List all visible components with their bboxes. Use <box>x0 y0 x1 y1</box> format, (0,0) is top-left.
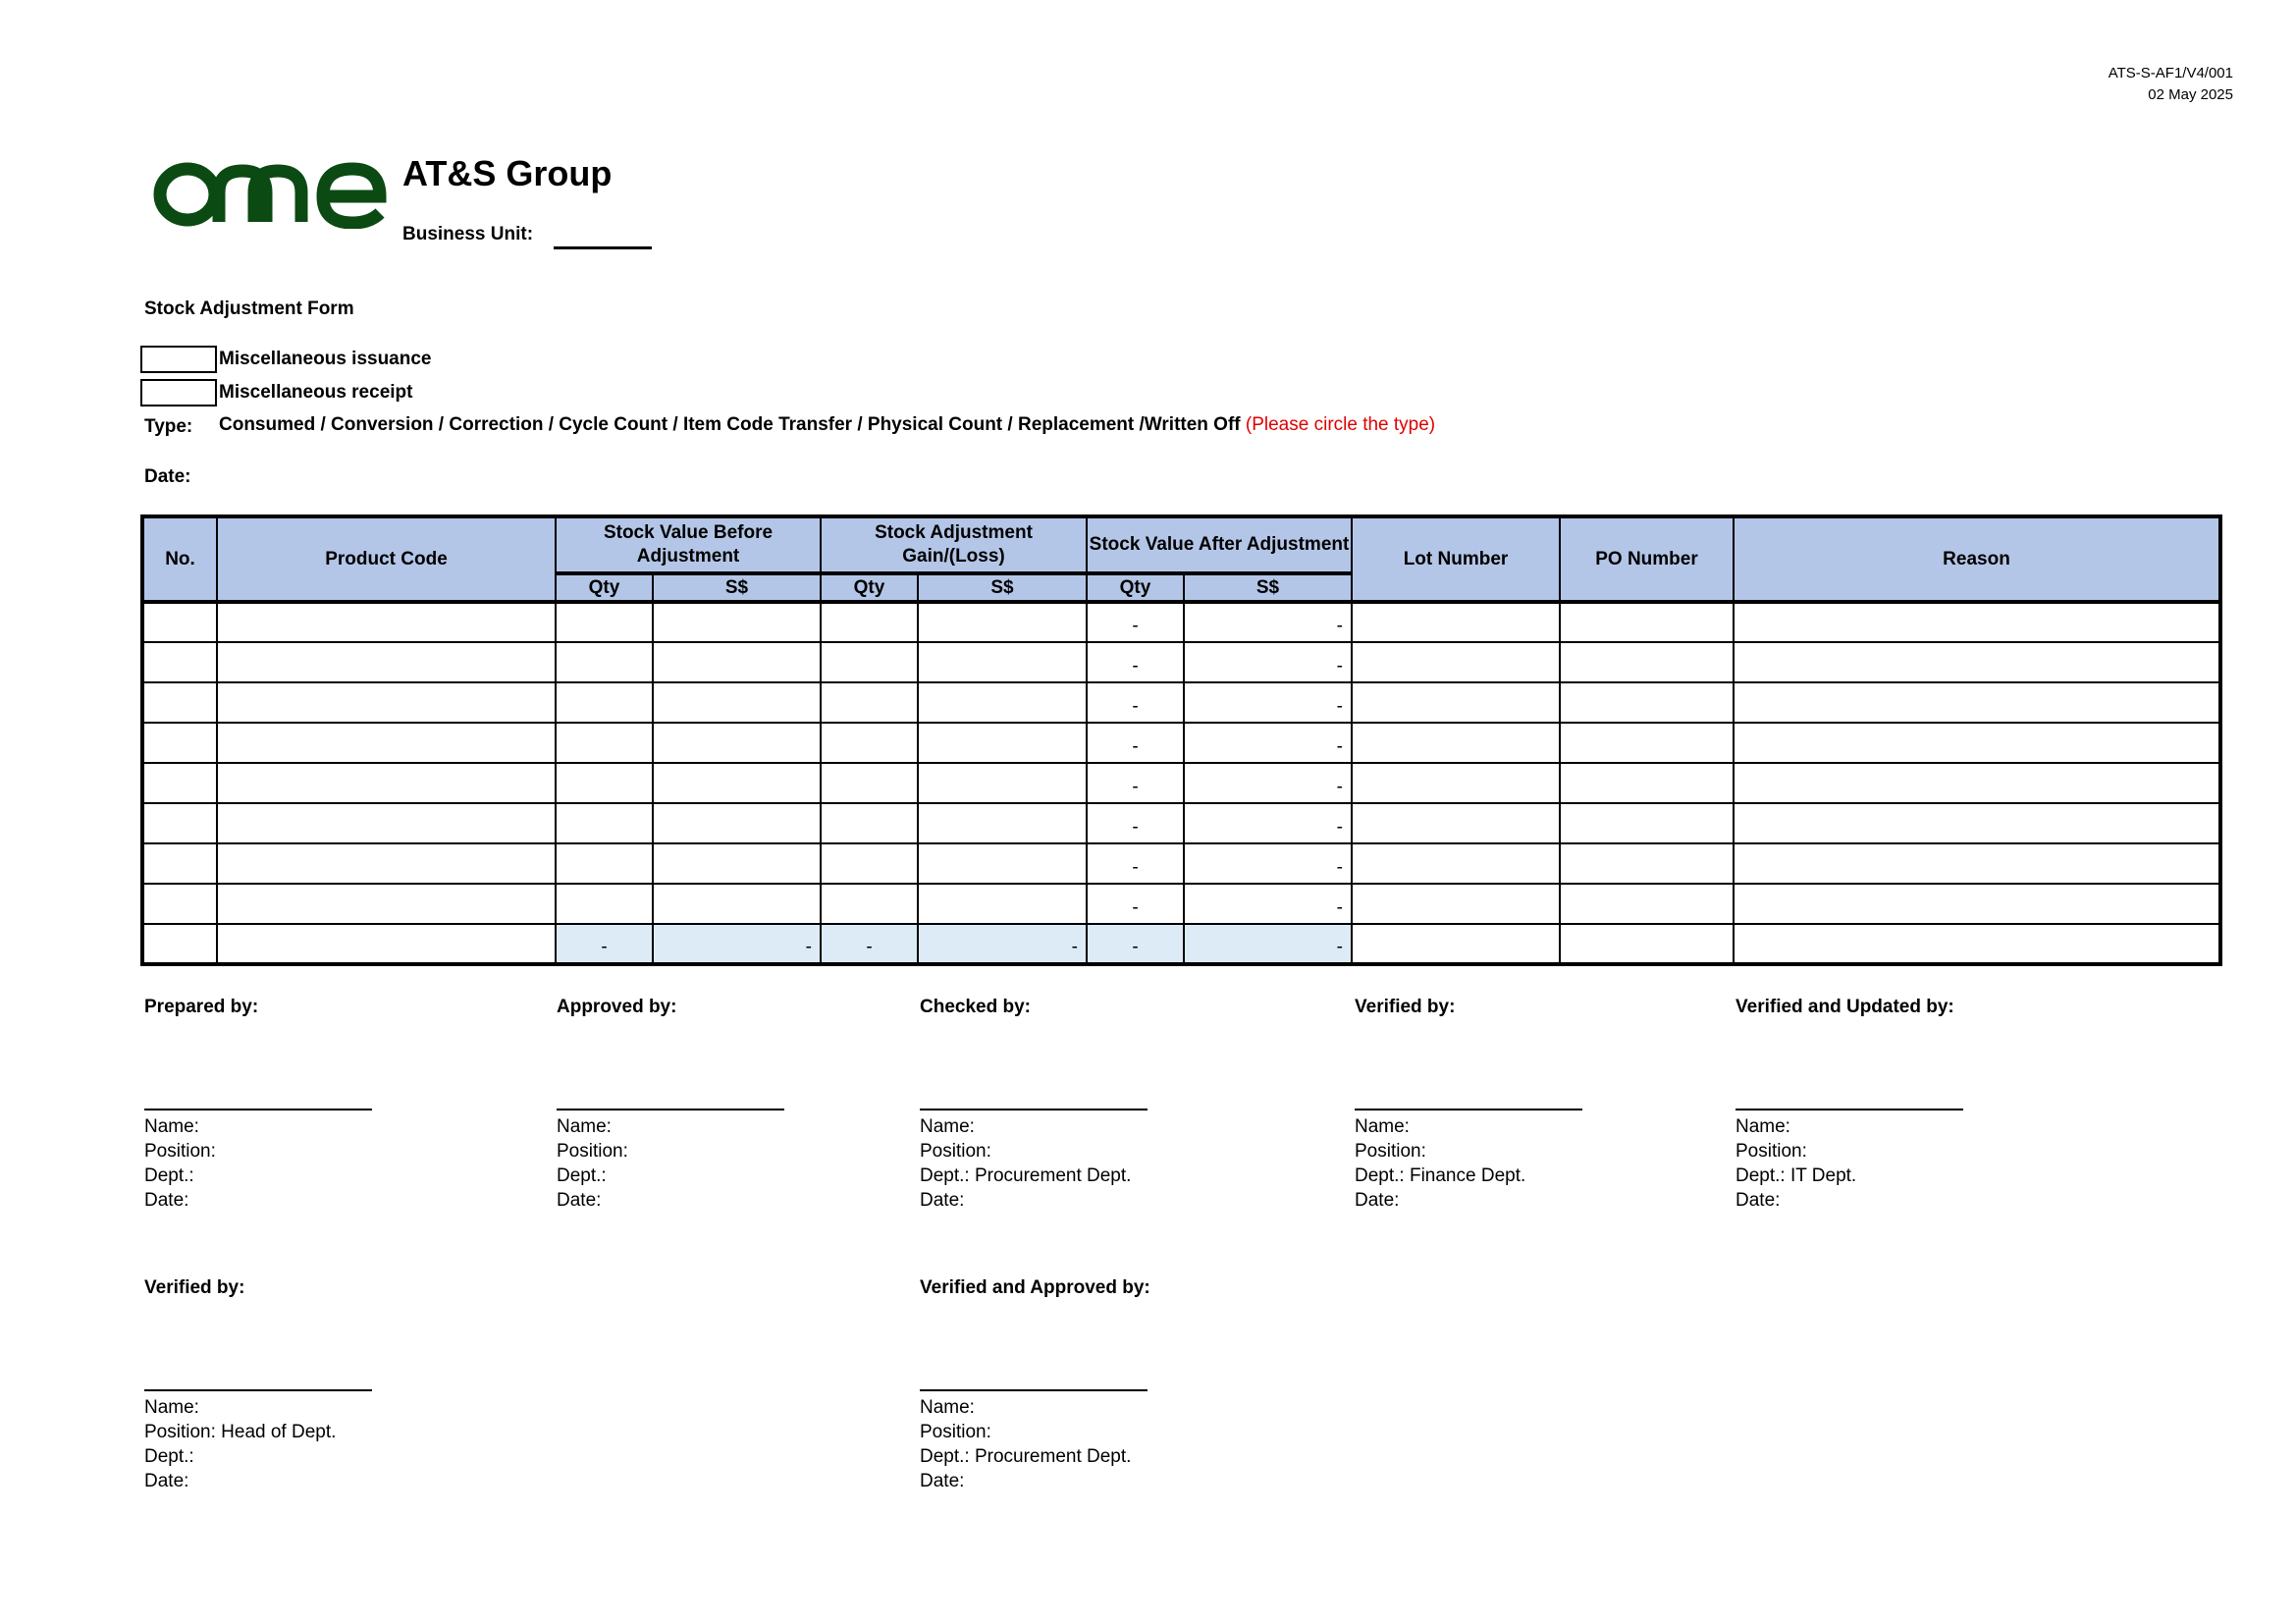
table-cell[interactable] <box>821 602 918 642</box>
table-cell[interactable] <box>653 884 821 924</box>
signature-position: Position: <box>144 1141 216 1162</box>
type-options[interactable] <box>219 414 1435 436</box>
table-cell[interactable] <box>142 884 217 924</box>
table-cell[interactable] <box>821 803 918 843</box>
signature-date: Date: <box>920 1190 965 1211</box>
dash-value: - <box>1132 857 1139 878</box>
signature-position: Position: <box>920 1422 991 1442</box>
table-cell[interactable] <box>918 642 1087 682</box>
signature-position: Position: <box>1355 1141 1426 1162</box>
dash-value: - <box>1071 937 1078 957</box>
table-cell[interactable] <box>217 884 556 924</box>
table-cell[interactable] <box>918 723 1087 763</box>
signature-block <box>1735 995 1963 1213</box>
header-stock-after: Stock Value After Adjustment <box>1087 516 1352 573</box>
signature-dept: Dept.: <box>557 1165 607 1186</box>
signature-position: Position: Head of Dept. <box>144 1422 337 1442</box>
signature-line[interactable] <box>557 1109 784 1110</box>
signature-line[interactable] <box>920 1389 1148 1391</box>
table-cell[interactable] <box>821 884 918 924</box>
dash-value: - <box>1132 656 1139 677</box>
table-cell[interactable] <box>217 642 556 682</box>
table-cell[interactable] <box>821 843 918 884</box>
table-cell[interactable] <box>821 924 918 964</box>
signature-title: Verified and Updated by: <box>1735 997 1954 1017</box>
table-cell[interactable] <box>1352 924 1560 964</box>
misc-receipt-label: Miscellaneous receipt <box>219 382 413 403</box>
signature-date: Date: <box>144 1471 189 1491</box>
dash-value: - <box>805 937 812 957</box>
table-cell[interactable] <box>217 723 556 763</box>
signature-line[interactable] <box>144 1389 372 1391</box>
header-reason: Reason <box>1734 516 2220 602</box>
table-cell[interactable] <box>1184 884 1352 924</box>
stock-adjustment-table <box>140 514 2222 966</box>
table-cell[interactable] <box>1560 763 1734 803</box>
dash-value: - <box>1132 616 1139 636</box>
type-note: (Please circle the type) <box>1245 414 1436 435</box>
signature-line[interactable] <box>144 1109 372 1110</box>
table-cell[interactable] <box>1352 884 1560 924</box>
signature-date: Date: <box>1355 1190 1400 1211</box>
table-cell[interactable] <box>1352 723 1560 763</box>
table-cell[interactable] <box>1184 682 1352 723</box>
signature-dept: Dept.: <box>144 1446 194 1467</box>
header-qty: Qty <box>556 573 653 602</box>
table-cell[interactable] <box>1184 642 1352 682</box>
header-po-number: PO Number <box>1560 516 1734 602</box>
signature-dept: Dept.: Finance Dept. <box>1355 1165 1526 1186</box>
dash-value: - <box>1336 817 1343 838</box>
table-cell[interactable] <box>556 803 653 843</box>
signature-title: Prepared by: <box>144 997 259 1017</box>
header-qty: Qty <box>1087 573 1184 602</box>
table-cell[interactable] <box>217 843 556 884</box>
table-cell[interactable] <box>653 642 821 682</box>
table-cell[interactable] <box>821 642 918 682</box>
doc-date: 02 May 2025 <box>2148 86 2233 103</box>
signature-block <box>920 995 1148 1213</box>
signature-dept: Dept.: <box>144 1165 194 1186</box>
dash-value: - <box>1336 616 1343 636</box>
misc-issuance-label: Miscellaneous issuance <box>219 349 432 369</box>
table-cell[interactable] <box>918 924 1087 964</box>
table-cell[interactable] <box>1087 924 1184 964</box>
table-cell[interactable] <box>918 884 1087 924</box>
table-cell[interactable] <box>1734 803 2220 843</box>
table-cell[interactable] <box>1560 924 1734 964</box>
header-sgd: S$ <box>1184 573 1352 602</box>
signature-block <box>557 995 784 1213</box>
table-cell[interactable] <box>918 803 1087 843</box>
table-cell[interactable] <box>1352 803 1560 843</box>
table-cell[interactable] <box>142 723 217 763</box>
signature-date: Date: <box>557 1190 602 1211</box>
signature-name: Name: <box>144 1116 199 1137</box>
type-label: Type: <box>144 416 193 437</box>
misc-receipt-checkbox[interactable] <box>140 379 217 406</box>
table-cell[interactable] <box>217 682 556 723</box>
dash-value: - <box>1336 937 1343 957</box>
signature-title: Verified and Approved by: <box>920 1277 1150 1298</box>
dash-value: - <box>1132 817 1139 838</box>
business-unit-field[interactable] <box>554 245 652 249</box>
table-cell[interactable] <box>918 763 1087 803</box>
table-cell[interactable] <box>1087 763 1184 803</box>
signature-block <box>1355 995 1582 1213</box>
table-cell[interactable] <box>1734 682 2220 723</box>
type-values[interactable]: Consumed / Conversion / Correction / Cycle Count / Item Code Transfer / Physical Count / Replacement /Written Off <box>219 414 1241 435</box>
table-cell[interactable] <box>1352 602 1560 642</box>
table-cell[interactable] <box>1560 642 1734 682</box>
table-cell[interactable] <box>821 723 918 763</box>
table-cell[interactable] <box>1087 884 1184 924</box>
company-name: AT&S Group <box>402 153 613 193</box>
signature-line[interactable] <box>1355 1109 1582 1110</box>
table-cell[interactable] <box>217 602 556 642</box>
signature-name: Name: <box>144 1397 199 1418</box>
dash-value: - <box>1336 736 1343 757</box>
table-cell[interactable] <box>653 682 821 723</box>
table-cell[interactable] <box>1560 723 1734 763</box>
form-title: Stock Adjustment Form <box>144 298 354 319</box>
table-cell[interactable] <box>1734 924 2220 964</box>
dash-value: - <box>1336 656 1343 677</box>
table-cell[interactable] <box>142 843 217 884</box>
signature-dept: Dept.: Procurement Dept. <box>920 1165 1132 1186</box>
table-cell[interactable] <box>556 763 653 803</box>
table-cell[interactable] <box>1184 723 1352 763</box>
table-cell[interactable] <box>1734 642 2220 682</box>
table-cell[interactable] <box>142 602 217 642</box>
table-cell[interactable] <box>142 803 217 843</box>
table-cell[interactable] <box>142 924 217 964</box>
table-row <box>142 682 2220 723</box>
table-cell[interactable] <box>1734 884 2220 924</box>
table-cell[interactable] <box>653 763 821 803</box>
header-adjustment: Stock Adjustment Gain/(Loss) <box>821 516 1087 573</box>
table-cell[interactable] <box>142 763 217 803</box>
table-cell[interactable] <box>653 924 821 964</box>
dash-value: - <box>1336 857 1343 878</box>
dash-value: - <box>1336 696 1343 717</box>
table-cell[interactable] <box>918 843 1087 884</box>
signature-title: Verified by: <box>144 1277 245 1298</box>
table-cell[interactable] <box>217 803 556 843</box>
signature-date: Date: <box>920 1471 965 1491</box>
table-cell[interactable] <box>1352 843 1560 884</box>
table-cell[interactable] <box>142 642 217 682</box>
signature-line[interactable] <box>920 1109 1148 1110</box>
table-cell[interactable] <box>217 924 556 964</box>
doc-ref-code: ATS-S-AF1/V4/001 <box>2108 65 2233 81</box>
table-cell[interactable] <box>1560 602 1734 642</box>
table-cell[interactable] <box>1184 602 1352 642</box>
signature-position: Position: <box>557 1141 628 1162</box>
signature-dept: Dept.: IT Dept. <box>1735 1165 1857 1186</box>
header-sgd: S$ <box>918 573 1087 602</box>
signature-name: Name: <box>1735 1116 1790 1137</box>
signature-block <box>144 1275 372 1493</box>
table-cell[interactable] <box>142 682 217 723</box>
dash-value: - <box>1132 937 1139 957</box>
table-row <box>142 723 2220 763</box>
table-cell[interactable] <box>918 602 1087 642</box>
table-cell[interactable] <box>1352 642 1560 682</box>
table-cell[interactable] <box>1087 642 1184 682</box>
table-cell[interactable] <box>1087 602 1184 642</box>
table-cell[interactable] <box>217 763 556 803</box>
table-cell[interactable] <box>556 642 653 682</box>
table-cell[interactable] <box>1560 884 1734 924</box>
signature-line[interactable] <box>1735 1109 1963 1110</box>
signature-position: Position: <box>1735 1141 1807 1162</box>
date-label: Date: <box>144 466 191 487</box>
table-cell[interactable] <box>1352 763 1560 803</box>
company-logo <box>152 157 391 229</box>
signature-name: Name: <box>557 1116 612 1137</box>
header-no: No. <box>142 516 217 602</box>
signature-name: Name: <box>920 1397 975 1418</box>
dash-value: - <box>1132 777 1139 797</box>
signature-title: Approved by: <box>557 997 677 1017</box>
table-cell[interactable] <box>653 602 821 642</box>
table-cell[interactable] <box>1352 682 1560 723</box>
dash-value: - <box>1132 736 1139 757</box>
header-product-code: Product Code <box>217 516 556 602</box>
dash-value: - <box>601 937 608 957</box>
signature-title: Checked by: <box>920 997 1031 1017</box>
table-cell[interactable] <box>556 723 653 763</box>
table-cell[interactable] <box>653 723 821 763</box>
signature-name: Name: <box>1355 1116 1410 1137</box>
table-cell[interactable] <box>1087 803 1184 843</box>
table-cell[interactable] <box>1184 924 1352 964</box>
header-stock-before: Stock Value Before Adjustment <box>556 516 821 573</box>
table-row <box>142 843 2220 884</box>
dash-value: - <box>1336 777 1343 797</box>
signature-block <box>920 1275 1150 1493</box>
signature-dept: Dept.: Procurement Dept. <box>920 1446 1132 1467</box>
dash-value: - <box>1336 897 1343 918</box>
signature-date: Date: <box>1735 1190 1781 1211</box>
table-cell[interactable] <box>1184 803 1352 843</box>
table-cell[interactable] <box>1734 723 2220 763</box>
table-cell[interactable] <box>1734 602 2220 642</box>
header-sgd: S$ <box>653 573 821 602</box>
signature-name: Name: <box>920 1116 975 1137</box>
table-cell[interactable] <box>556 682 653 723</box>
table-cell[interactable] <box>1560 843 1734 884</box>
dash-value: - <box>1132 897 1139 918</box>
table-row <box>142 642 2220 682</box>
table-cell[interactable] <box>821 682 918 723</box>
table-cell[interactable] <box>1087 682 1184 723</box>
total-row <box>142 924 2220 964</box>
table-cell[interactable] <box>1184 843 1352 884</box>
table-row <box>142 803 2220 843</box>
signature-block <box>144 995 372 1213</box>
table-cell[interactable] <box>653 843 821 884</box>
table-cell[interactable] <box>1087 723 1184 763</box>
table-cell[interactable] <box>1560 682 1734 723</box>
document-reference <box>2109 63 2233 106</box>
header-qty: Qty <box>821 573 918 602</box>
table-cell[interactable] <box>1734 843 2220 884</box>
dash-value: - <box>866 937 873 957</box>
signature-position: Position: <box>920 1141 991 1162</box>
table-cell[interactable] <box>1734 763 2220 803</box>
dash-value: - <box>1132 696 1139 717</box>
signature-date: Date: <box>144 1190 189 1211</box>
table-cell[interactable] <box>1560 803 1734 843</box>
table-cell[interactable] <box>1087 843 1184 884</box>
header-lot-number: Lot Number <box>1352 516 1560 602</box>
table-cell[interactable] <box>821 763 918 803</box>
misc-issuance-checkbox[interactable] <box>140 346 217 373</box>
table-cell[interactable] <box>1184 763 1352 803</box>
table-cell[interactable] <box>556 843 653 884</box>
table-cell[interactable] <box>653 803 821 843</box>
table-row <box>142 602 2220 642</box>
business-unit-label: Business Unit: <box>402 224 534 244</box>
table-row <box>142 763 2220 803</box>
table-cell[interactable] <box>556 602 653 642</box>
table-cell[interactable] <box>918 682 1087 723</box>
signature-title: Verified by: <box>1355 997 1456 1017</box>
table-row <box>142 884 2220 924</box>
table-cell[interactable] <box>556 884 653 924</box>
table-cell[interactable] <box>556 924 653 964</box>
